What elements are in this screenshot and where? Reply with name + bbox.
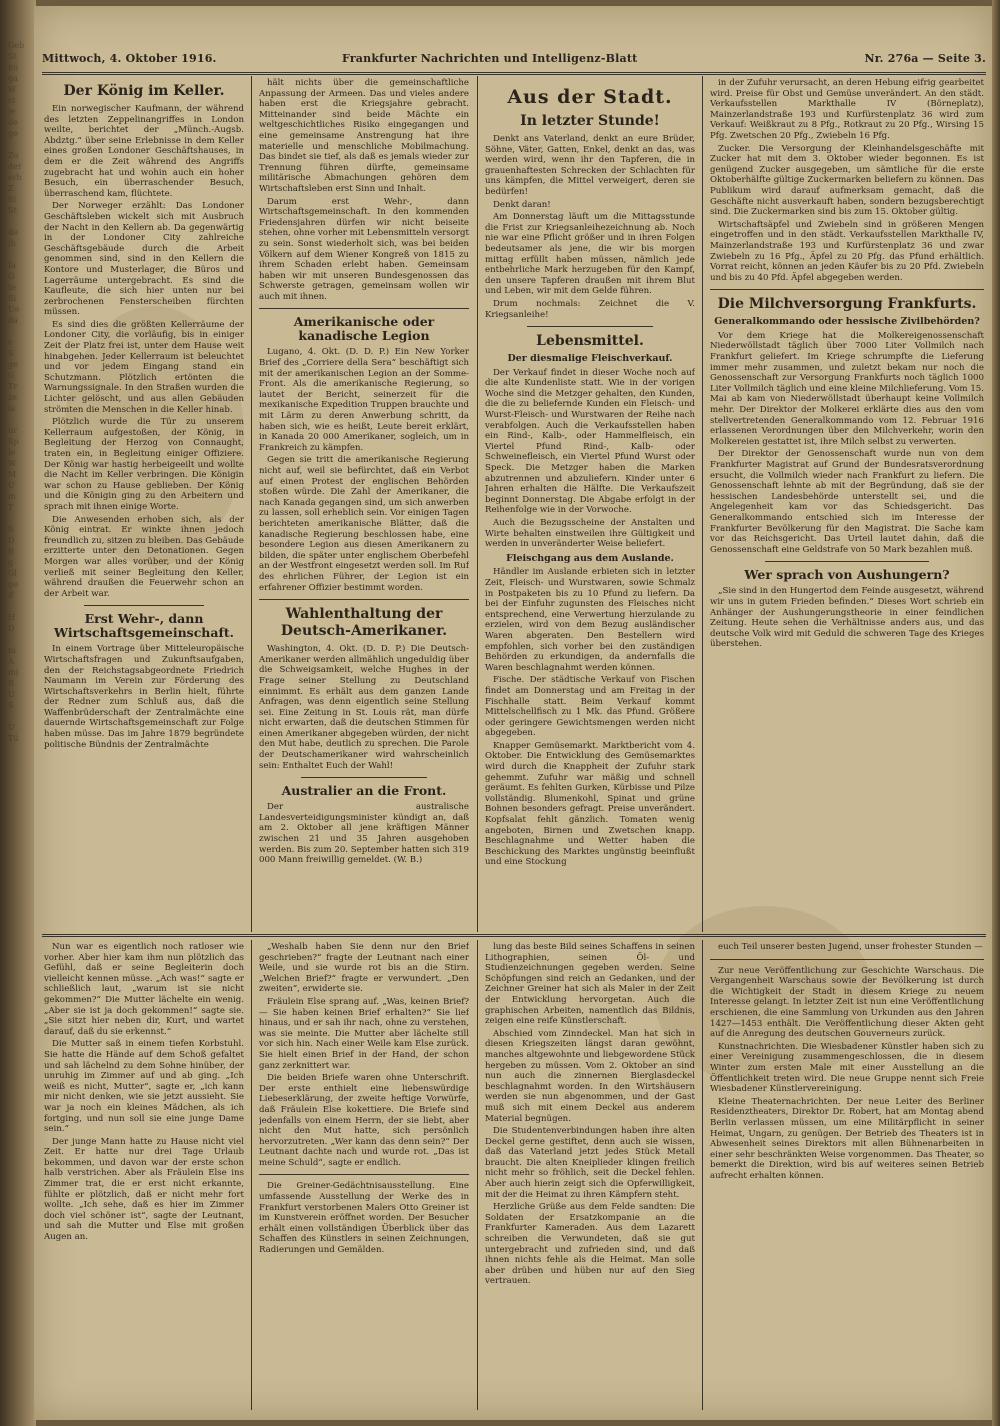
previous-page-edge: Geb St nü ga W st je de ge Zu der erh Z Si St de ih fa G te Si Ue da v S ge G Tr ze la ur Sp le W M U in T fi D B g Gl ge if H D ni A mi R U S U Tü (8, 41, 25, 743)
paragraph: Vor dem Kriege hat die Molkereigenossenschaft Niederwöllstadt täglich über 7000 Liter Vollmilch nach Frankfurt geliefert. Im Kriege schrumpfte die Lieferung immer mehr zusammen, und zuletzt bekam nur noch die Genossenschaft zur Versorgung Frankfurts noch täglich 1000 Liter Vollmilch täglich und eine kleine Milchlieferung. Vom 15. Mai ab kam von Niederwöllstadt überhaupt keine Vollmilch mehr. Der Direktor der Molkerei erklärte dies aus den vom stellvertretenden Generalkommando vom 12. Februar 1916 erlassenen Verordnungen über den Milchverkehr, worin den Molkereien gestattet ist, ihre Milch selbst zu verwerten. (710, 330, 984, 447)
lower-column-4 (710, 942, 984, 1408)
paragraph: Auch die Bezugsscheine der Anstalten und Wirte behalten einstweilen ihre Gültigkeit und werden in unveränderter Weise beliefert. (485, 518, 695, 550)
separator (710, 289, 984, 290)
paragraph: Herzliche Grüße aus dem Felde sandten: Die Soldaten der Ersatzkompanie an die Frankfurter Kameraden. Aus dem Lazarett schreiben die Verwundeten, daß sie gut untergebracht und zufrieden sind, und daß ihnen nichts fehle als die Heimat. Man solle aber drüben und hüben nur auf den Sieg vertrauen. (485, 1202, 695, 1287)
paragraph: Der Direktor der Genossenschaft wurde nun von dem Frankfurter Magistrat auf Grund der Bundesratsverordnung ersucht, die Vollmilch wieder nach Frankfurt zu liefern. Die Genossenschaft lehnte ab mit der Begründung, daß sie der hessischen Landesbehörde unterstellt sei, und die Angelegenheit kam vor das Schiedsgericht. Das Generalkommando entschied sich im Interesse der Frankfurter Bevölkerung für den Magistrat. Die Sache kam vor das Reichsgericht. Das Urteil lautet dahin, daß die Genossenschaft eine Geldstrafe von 50 Mark bezahlen muß. (710, 449, 984, 555)
separator (259, 599, 469, 600)
column-rule (251, 76, 252, 932)
paragraph: Die Studentenverbindungen haben ihre alten Deckel gerne gestiftet, denn auch sie wissen, daß das Vaterland jetzt jedes Stück Metall braucht. Die alten Kneiplieder klingen freilich nicht mehr so fröhlich, seit die Deckel fehlen. Aber auch hierin zeigt sich die Opferwilligkeit, mit der die Heimat zu ihren Kämpfern steht. (485, 1126, 695, 1200)
page-edge (992, 0, 1000, 1426)
paragraph: Knapper Gemüsemarkt. Marktbericht vom 4. Oktober. Die Entwicklung des Gemüsemarktes wird durch die Knappheit der Zufuhr stark gehemmt. Zufuhr war mäßig und schnell geräumt. Es fehlten Gurken, Kürbisse und Pilze vollständig. Blumenkohl, Spinat und grüne Bohnen besonders gefragt. Preise unverändert. Kopfsalat fehlt gänzlich. Tomaten wenig angeboten, Birnen und Zwetschen knapp. Beschlagnahme und Wetter haben die Beschickung des Marktes ungünstig beeinflußt und eine Stockung (485, 740, 695, 868)
article-title-legion: Amerikanische oder kanadische Legion (293, 314, 435, 344)
section-title-aus-der-stadt: Aus der Stadt. (507, 86, 673, 108)
paragraph: in der Zufuhr verursacht, an deren Hebung eifrig gearbeitet wird. Preise für Obst und Gemüse unverändert. An den städt. Verkaufsstellen Markthalle IV (Börneplatz), Mainzerlandstraße 193 und Kurfürstenplatz 36 wird zum Verkauf: Weißkraut zu 8 Pfg., Rotkraut zu 20 Pfg., Wirsing 15 Pfg. Zwetschen 20 Pfg., Zwiebeln 16 Pfg. (710, 78, 984, 141)
paragraph: Lugano, 4. Okt. (D. D. P.) Ein New Yorker Brief des „Corriere della Sera“ beschäftigt sich mit der amerikanischen Legion an der Somme-Front. Als die amerikanische Regierung, so lautet der Bericht, seinerzeit für die mexikanische Expedition Truppen brauchte und mit Lärm zu deren Anwerbung schritt, da haben sich, wie es heißt, Leute bereit erklärt, in Kanada 20 000 Amerikaner, sogleich, um in Frankreich zu kämpfen. (259, 347, 469, 453)
paragraph: Die Mutter saß in einem tiefen Korbstuhl. Sie hatte die Hände auf dem Schoß gefaltet und sah lächelnd zu dem Sohne hinüber, der unruhig im Zimmer auf und ab ging. „Ich weiß es nicht, Mutter“, sagte er, „ich kann mir nicht denken, wie sie jetzt aussieht. Sie war ja noch ein kleines Mädchen, als ich fortging, und nun soll sie eine junge Dame sein.“ (44, 1039, 244, 1135)
article-title-milchversorgung: Die Milchversorgung Frankfurts. (717, 296, 977, 313)
separator (259, 308, 469, 309)
paragraph: Die beiden Briefe waren ohne Unterschrift. Der erste enthielt eine liebenswürdige Liebeserklärung, der zweite heftige Vorwürfe, daß Fräulein Else kokettiere. Die Briefe sind jedenfalls von einem Herrn, der sie liebt, aber nicht den Mut hatte, sich persönlich hervorzutreten. „Wer kann das denn sein?“ Der Leutnant dachte nach und wurde rot. „Das ist meine Schuld“, sagte er endlich. (259, 1073, 469, 1168)
subheading-fleischverkauf: Der diesmalige Fleischverkauf. (507, 353, 673, 365)
article-title-letzte-stunde: In letzter Stunde! (520, 113, 660, 129)
article-title-aushungern: Wer sprach von Aushungern? (744, 567, 950, 583)
subheading-generalkommando: Generalkommando oder hessische Zivilbehörden? (714, 316, 980, 328)
masthead (42, 52, 986, 74)
paragraph: Denkt ans Vaterland, denkt an eure Brüder, Söhne, Väter, Gatten, Enkel, denkt an das, was werden wird, wenn ihr den Tapferen, die in grauenhaftesten Schrecken der Schlachten für uns kämpfen, die Mittel verweigert, deren sie bedürfen! (485, 134, 695, 197)
feuilleton-rule (42, 934, 986, 937)
paragraph: „Weshalb haben Sie denn nur den Brief geschrieben?“ fragte der Leutnant nach einer Weile, und sie wurde rot bis an die Stirn. „Welchen Brief?“ fragte er verwundert. „Den zweiten“, erwiderte sie. (259, 942, 469, 995)
paragraph: Darum erst Wehr-, dann Wirtschaftsgemeinschaft. In den kommenden Friedensjahren dürfen wir nicht beiseite stehen, ohne vorher mit Lebensmitteln versorgt zu sein. Sonst wiederholt sich, was bei beiden Völkern auf dem Wiener Kongreß von 1815 zu ihrem Schaden erlebt haben. Gemeinsam haben wir mit unseren Bundesgenossen das Schwerste getragen, gemeinsam wollen wir auch mit ihnen. (259, 196, 469, 302)
paragraph: Die Anwesenden erhoben sich, als der König eintrat. Er winkte ihnen jedoch freundlich zu, sitzen zu bleiben. Das Gebäude erzitterte unter den Detonationen. Gegen Morgen war alles vorüber, und der König verließ mit seiner Begleitung den Keller, während draußen die Feuerwehr schon an der Arbeit war. (44, 514, 244, 599)
article-title-koenig-im-keller: Der König im Keller. (63, 83, 225, 99)
paragraph: Abschied vom Zinndeckel. Man hat sich in diesen Kriegszeiten längst daran gewöhnt, manches altgewohnte und liebgewordene Stück hergeben zu müssen. Vom 2. Oktober an sind nun auch die zinnernen Bierglasdeckel beschlagnahmt worden. In den Wirtshäusern werden sie nun abgenommen, und der Gast muß sich mit einem Deckel aus anderem Material begnügen. (485, 1028, 695, 1124)
masthead-date: Mittwoch, 4. Oktober 1916. (42, 52, 217, 65)
paragraph: Am Donnerstag läuft um die Mittagsstunde die Frist zur Kriegsanleihezeichnung ab. Noch nie war eine Pflicht größer und in ihren Folgen bedeutsamer als jene, die wir bis morgen mittag erfüllt haben müssen, nämlich jede entbehrliche Mark herzugeben für den Kampf, den unsere Tapferen draußen mit ihrem Blut und Leben, wir mit dem Gelde führen. (485, 212, 695, 297)
paragraph: Nun war es eigentlich noch ratloser wie vorher. Aber hier kam ihm nun plötzlich das Gefühl, daß er seine Begleiterin doch vielleicht kennen müsse. „Ach was!“ sagte er schließlich laut, „warum ist sie nicht gekommen?“ Die Mutter lächelte ein wenig. „Aber sie ist ja doch gekommen!“ sagte sie. „Sie sitzt hier neben dir, Kurt, und wartet darauf, daß du sie erkennst.“ (44, 942, 244, 1037)
article-title-wehrgemeinschaft: Erst Wehr-, dann Wirtschaftsgemeinschaft. (54, 611, 234, 641)
column-1 (44, 78, 244, 930)
subheading-ausland: Fleischgang aus dem Auslande. (506, 552, 674, 564)
column-4 (710, 78, 984, 930)
newspaper-page (34, 6, 994, 1420)
paragraph: In einem Vortrage über Mitteleuropäische Wirtschaftsfragen und Zukunftsaufgaben, den der Reichstagsabgeordnete Friedrich Naumann im Verein zur Förderung des Wirtschaftsverkehrs in Berlin hielt, führte der Redner zum Schluß aus, daß die Waffenbrüderschaft der Zentralmächte eine dauernde Wirtschaftsgemeinschaft zur Folge haben müsse. Das im Jahre 1879 begründete politische Bündnis der Zentralmächte (44, 644, 244, 750)
paragraph: Plötzlich wurde die Tür zu unserem Kellerraum aufgestoßen, der König, in Begleitung der Herzog von Connaught, traten ein, in Begleitung einiger Offiziere. Der König war hastig herbeigeeilt und wollte die Nacht im Keller verbringen. Die Königin war schon zu Hause geblieben. Der König und die Königin ging zu den Arbeitern und sprach mit ihnen einige Worte. (44, 417, 244, 512)
paragraph: hält nichts über die gemeinschaftliche Anpassung der Armeen. Das und vieles andere haben erst die Kriegsjahre gebracht. Mitteinander sind beide Mächte ein weltgeschichtliches Risiko eingegangen und eine gemeinsame Anstrengung hat ihre materielle und menschliche Mobilmachung. Das bindet sie tief, als daß es jemals wieder zur Trennung führen dürfte, gemeinsame militärische Abmachungen gehören dem Wirtschaftsleben erst Sinn und Inhalt. (259, 78, 469, 194)
column-2 (259, 78, 469, 930)
paragraph: Der junge Mann hatte zu Hause nicht viel Zeit. Er hatte nur drei Tage Urlaub bekommen, und davon war der erste schon halb verstrichen. Aber als Fräulein Else ins Zimmer trat, die er erst nicht erkannte, fühlte er plötzlich, daß er nicht mehr fort wollte. „Ich sehe, daß es hier im Zimmer doch viel schöner ist“, sagte der Leutnant, und sah die Mutter und Else mit großen Augen an. (44, 1136, 244, 1243)
paragraph: lung das beste Bild seines Schaffens in seinen Lithographien, seinen Öl- und Studienzeichnungen gegeben werden. Seine Schöpfungen sind reich an Gedanken, und der Zeichner Greiner hat sich als Maler in der Zeit der Entwicklung hervorgetan. Auch die graphischen Arbeiten, namentlich das Bildnis, zeigen eine reife Künstlerschaft. (485, 942, 695, 1027)
paragraph: Der Norweger erzählt: Das Londoner Geschäftsleben wickelt sich mit Ausbruch der Nacht in den Kellern ab. Da gegenwärtig in der Londoner City zahlreiche Geschäftsgebäude durch die Arbeit genommen sind, sind in den Kellern die Kontore und Musterlager, die Büros und Lagerräume untergebracht. Es sind die Kaufleute, die sich hier unten nur bei zerbrochenen Fensterscheiben fürchten müssen. (44, 201, 244, 318)
paragraph: Es sind dies die größten Kellerräume der Londoner City, die vorläufig, bis in einiger Zeit der Platz frei ist, unter dem Hause weit hinabgehen. Jeder Kellerraum ist beleuchtet und vor jedem Eingang stand ein Schutzmann. Plötzlich ertönten die Warnungssignale. In den Straßen wurden die Lichter gelöscht, und aus allen Gebäuden strömten die Menschen in die Keller hinab. (44, 319, 244, 415)
separator (301, 777, 427, 778)
paragraph: Fische. Der städtische Verkauf von Fischen findet am Donnerstag und am Freitag in der Fischhalle statt. Beim Verkauf kommt Mittelschellfisch zu 1 Mk. das Pfund. Größere oder geringere Gewichtsmengen werden nicht abgegeben. (485, 675, 695, 739)
paragraph: Washington, 4. Okt. (D. D. P.) Die Deutsch-Amerikaner werden allmählich ungeduldig über die Schweigsamkeit, welche Hughes in der Frage seiner Stellung zu Deutschland einnimmt. Es erhält aus dem ganzen Lande Anfragen, was denn eigentlich seine Stellung sei. Eine Zeitung in St. Louis rät, man dürfe nicht erwarten, daß die deutschen Stimmen für einen Amerikaner abgegeben würden, der nicht den Mut habe, deutlich zu sprechen. Die Parole der Deutschamerikaner wird wahrscheinlich sein: Enthaltet Euch der Wahl! (259, 644, 469, 771)
masthead-paper-name: Frankfurter Nachrichten und Intelligenz-Blatt (342, 52, 638, 65)
paragraph: Der Verkauf findet in dieser Woche noch auf die alte Kundenliste statt. Wie in der vorigen Woche sind die Metzger gehalten, den Kunden, die die zu beliefernde Kunden ein Fleisch- und Wurst-Fleisch- und Wurstwaren der Reihe nach verabfolgen. Auch die Verkaufsstellen haben ein Rind-, Kalb-, oder Hammelfleisch, ein Viertel Pfund Rind-, Kalb- oder Schweinefleisch, ein Viertel Pfund Wurst oder Speck. Die Metzger haben die Marken abzutrennen und abzuliefern. Kinder unter 6 Jahren erhalten die Hälfte. Die Verkaufszeit beginnt Donnerstag. Die Abgabe erfolgt in der Reihenfolge wie in der Vorwoche. (485, 367, 695, 516)
separator (84, 605, 204, 606)
paragraph: Drum nochmals: Zeichnet die V. Kriegsanleihe! (485, 298, 695, 320)
column-rule (702, 76, 703, 932)
paragraph: Gegen sie tritt die amerikanische Regierung nicht auf, weil sie befürchtet, daß ein Verbot auf einen Protest der englischen Behörden stoßen würde. Die Zahl der Amerikaner, die nach Kanada gegangen sind, um sich anwerben zu lassen, soll erheblich sein. Vor einigen Tagen berichteten amerikanische Blätter, daß die kanadische Regierung beschlossen habe, eine besondere Legion aus diesen Amerikanern zu bilden, die später unter englischem Oberbefehl an der Westfront eingesetzt werden soll. Im Ruf des ehrlichen Führer, der Legion ist ein erfahrener Offizier bestimmt worden. (259, 455, 469, 593)
column-rule (477, 940, 478, 1410)
lower-column-1 (44, 942, 244, 1408)
paragraph: „Sie sind in den Hungertod dem Feinde ausgesetzt, während wir uns in gutem Frieden befinden.“ Dieses Wort schrieb ein Anhänger der Aushungerungstheorie in einer feindlichen Zeitung. Heute sehen die Verhältnisse anders aus, und das deutsche Volk wird mit Geduld die schweren Tage des Krieges überstehen. (710, 586, 984, 650)
masthead-rule (42, 72, 986, 75)
paragraph: Wirtschaftsäpfel und Zwiebeln sind in größeren Mengen eingetroffen und in den städt. Verkaufsstellen Markthalle IV, Mainzerlandstraße 193 und Kurfürstenplatz 36 und zwar Zwiebeln zu 16 Pfg., Äpfel zu 20 Pfg. das Pfund erhältlich. Vorrat reicht, können an jeden Käufer bis zu 20 Pfd. Zwiebeln und bis zu 40 Pfd. Äpfel abgegeben werden. (710, 219, 984, 283)
paragraph: Der australische Landesverteidigungsminister kündigt an, daß am 2. Oktober all jene kräftigen Männer zwischen 21 und 35 Jahren ausgehoben werden. Bis zum 20. September hatten sich 319 000 Mann freiwillig gemeldet. (W. B.) (259, 802, 469, 866)
column-3 (485, 78, 695, 930)
separator (259, 1174, 469, 1175)
paragraph: Fräulein Else sprang auf. „Was, keinen Brief? — Sie haben keinen Brief erhalten?“ Sie lief hinaus, und er sah ihr nach, ohne zu verstehen, was sie meinte. Die Mutter aber lächelte still vor sich hin. Nach einer Weile kam Else zurück. Sie hielt einen Brief in der Hand, der schon ganz zerknittert war. (259, 996, 469, 1071)
paragraph: euch Teil unserer besten Jugend, unser frohester Stunden — (718, 942, 983, 952)
article-title-wahlenthaltung: Wahlenthaltung der Deutsch-Amerikaner. (280, 606, 448, 640)
paragraph: Zur neue Veröffentlichung zur Geschichte Warschaus. Die Vergangenheit Warschaus sowie der Bevölkerung ist durch die Wichtigkeit der Stadt in diesem Kriege zu neuem Interesse gelangt. In letzter Zeit ist nun eine Veröffentlichung erschienen, die eine Sammlung von Urkunden aus den Jahren 1427—1453 enthält. Die Veröffentlichung dieser Akten geht auf die Anregung des deutschen Gouverneurs zurück. (710, 965, 984, 1040)
paragraph: Zucker. Die Versorgung der Kleinhandelsgeschäfte mit Zucker hat mit dem 3. Oktober wieder begonnen. Es ist genügend Zucker ausgegeben, um sämtliche für die erste Oktoberhälfte gültige Zuckermarken beliefern zu können. Das Publikum wird darauf aufmerksam gemacht, daß die Geschäfte nicht ausverkauft haben, sondern bezugsberechtigt sind. Die Zuckermarken sind bis zum 15. Oktober gültig. (710, 143, 984, 218)
lower-column-2 (259, 942, 469, 1408)
paragraph: Denkt daran! (493, 199, 551, 210)
paragraph: Kunstnachrichten. Die Wiesbadener Künstler haben sich zu einer Vereinigung zusammengeschlossen, die in diesem Winter zum ersten Male mit einer Ausstellung an die Öffentlichkeit treten wird. Die neue Gruppe nennt sich Freie Wiesbadener Künstlervereinigung. (710, 1041, 984, 1095)
paragraph: Die Greiner-Gedächtnisausstellung. Eine umfassende Ausstellung der Werke des in Frankfurt verstorbenen Malers Otto Greiner ist im Kunstverein eröffnet worden. Der Besucher erhält einen vollständigen Überblick über das Schaffen des Künstlers in seinen Zeichnungen, Radierungen und Gemälden. (259, 1181, 469, 1256)
column-rule (477, 76, 478, 932)
masthead-issue: Nr. 276a — Seite 3. (864, 52, 986, 65)
separator (710, 959, 984, 960)
paragraph: Ein norwegischer Kaufmann, der während des letzten Zeppelinangriffes in London weilte, berichtet der „Münch.-Augsb. Abdztg.“ über seine Erlebnisse in dem Keller eines großen Londoner Geschäftshauses, in dem er die Zeit während des Angriffs zugebracht hat und wohin auch ein hoher Besuch, ein überraschender Besuch, überraschend kam, flüchtete. (44, 104, 244, 199)
separator (765, 561, 929, 562)
column-rule (251, 940, 252, 1410)
article-title-australier: Australier an die Front. (281, 783, 447, 799)
lower-column-3 (485, 942, 695, 1408)
article-title-lebensmittel: Lebensmittel. (536, 333, 644, 350)
paragraph: Händler im Auslande erbieten sich in letzter Zeit, Fleisch- und Wurstwaren, sowie Schmalz in Postpaketen bis zu 10 Pfund zu liefern. Da bei der Einfuhr zugunsten des Fleisches nicht entsprechend, eine Verwertung hierzulande zu erzielen, wird von dem Bezug ausländischer Waren abgeraten. Den Bestellern wird empfohlen, sich vorher bei den zuständigen Behörden zu erkundigen, da andernfalls die Waren beschlagnahmt werden können. (485, 567, 695, 673)
separator (527, 326, 653, 327)
column-rule (702, 940, 703, 1410)
paragraph: Kleine Theaternachrichten. Der neue Leiter des Berliner Residenztheaters, Direktor Dr. Robert, hat am Montag abend Berlin verlassen müssen, um eine Militärpflicht in seiner Heimat, Ungarn, zu genügen. Der Betrieb des Theaters ist in Abwesenheit seines Direktors mit allen Bühnenarbeiten in einer sehr beschränkten Weise vorgenommen. Das Theater, so bemerkt die Direktion, wird bis auf weiteres seinen Betrieb aufrecht erhalten können. (710, 1096, 984, 1181)
